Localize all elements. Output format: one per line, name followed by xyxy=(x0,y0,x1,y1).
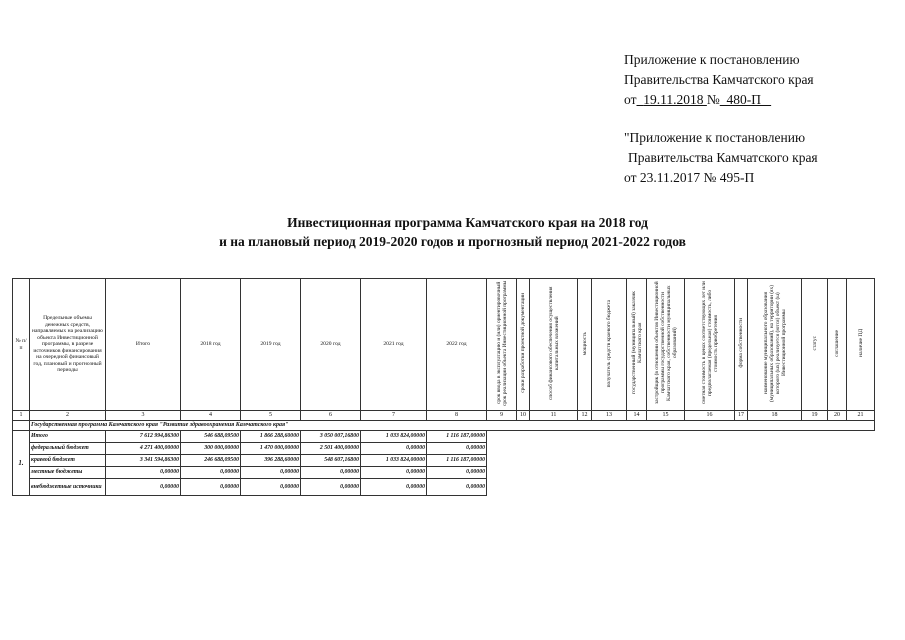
table-row xyxy=(13,431,875,443)
col-number: 9 xyxy=(487,411,517,421)
row-2020: 0,00000 xyxy=(301,479,361,496)
row-total: 0,00000 xyxy=(106,467,181,479)
col-number: 8 xyxy=(427,411,487,421)
program-row-blank xyxy=(13,421,30,431)
appendix-new-date: 19.11.2018 xyxy=(643,92,704,107)
col-number: 14 xyxy=(627,411,647,421)
row-empty xyxy=(487,467,875,479)
row-2019: 0,00000 xyxy=(241,467,301,479)
row-label: краевой бюджет xyxy=(30,455,106,467)
row-2022: 1 116 187,00000 xyxy=(427,431,487,443)
investment-table xyxy=(12,278,875,496)
row-2019: 1 470 000,00000 xyxy=(241,443,301,455)
header-limits: Предельные объемы денежных средств, направляемых на реализацию объекта Инвестиционной программы, в разрезе источников финансирования на очередной финансовый год, плановый и прогнозный периоды xyxy=(30,279,106,411)
row-2022: 1 116 187,00000 xyxy=(427,455,487,467)
header-financing-method: способ финансового обеспечения осуществления капитальных вложений xyxy=(530,279,578,411)
header-2022: 2022 год xyxy=(427,279,487,411)
row-label: местные бюджеты xyxy=(30,467,106,479)
title-line2: и на плановый период 2019-2020 годов и прогнозный период 2021-2022 годов xyxy=(219,234,686,249)
header-2021: 2021 год xyxy=(361,279,427,411)
table-row xyxy=(13,455,875,467)
row-2021: 1 033 824,00000 xyxy=(361,455,427,467)
header-agreement: соглашение xyxy=(828,279,847,411)
header-commission-date: срок ввода в эксплуатацию и (или) ориентировочный срок реализации объекта Инвестиционной программы xyxy=(487,279,517,411)
row-empty xyxy=(487,479,875,496)
col-number: 20 xyxy=(828,411,847,421)
header-2018: 2018 год xyxy=(181,279,241,411)
col-number: 5 xyxy=(241,411,301,421)
appendix-old-line3: от 23.11.2017 № 495-П xyxy=(624,170,755,185)
header-municipality: наименование муниципального образования (муниципальных образований), на территории (ях) которого (ых) реализуется (ются) объект (ы) Инвестиционной программы xyxy=(748,279,802,411)
row-2020: 548 607,16800 xyxy=(301,455,361,467)
row-2022: 0,00000 xyxy=(427,479,487,496)
col-number: 11 xyxy=(530,411,578,421)
table-row xyxy=(13,467,875,479)
col-number: 10 xyxy=(517,411,530,421)
appendix-old-line1: "Приложение к постановлению xyxy=(624,130,806,145)
col-number: 19 xyxy=(802,411,828,421)
col-number: 15 xyxy=(647,411,685,421)
header-status: статус xyxy=(802,279,828,411)
header-developer: застройщик (в отношении объектов Инвестиционной программы государственной собственности Камчатского края, собственности муниципальных образований) xyxy=(647,279,685,411)
header-estimated-cost: сметная стоимость в ценах соответствующих лет или предполагаемая (предельная) стоимость, либо стоимость приобретения xyxy=(685,279,735,411)
row-empty xyxy=(487,455,875,467)
row-total: 7 612 994,86300 xyxy=(106,431,181,443)
appendix-new-line2: Правительства Камчатского края xyxy=(624,72,814,87)
appendix-new-line3 xyxy=(624,90,814,110)
header-ownership: форма собственности xyxy=(735,279,748,411)
row-label: внебюджетные источники xyxy=(30,479,106,496)
row-2020: 2 501 400,00000 xyxy=(301,443,361,455)
row-2022: 0,00000 xyxy=(427,467,487,479)
row-2018: 246 688,09500 xyxy=(181,455,241,467)
appendix-old xyxy=(624,128,818,188)
row-2021: 1 033 824,00000 xyxy=(361,431,427,443)
appendix-new-prefix: от xyxy=(624,92,637,107)
row-2021: 0,00000 xyxy=(361,479,427,496)
row-2019: 396 288,60000 xyxy=(241,455,301,467)
table-row xyxy=(13,443,875,455)
row-label: федеральный бюджет xyxy=(30,443,106,455)
row-total: 3 341 594,86300 xyxy=(106,455,181,467)
col-number: 13 xyxy=(592,411,627,421)
row-2021: 0,00000 xyxy=(361,443,427,455)
row-2022: 0,00000 xyxy=(427,443,487,455)
row-total: 0,00000 xyxy=(106,479,181,496)
appendix-new-number: 480-П xyxy=(726,92,761,107)
row-label: Итого xyxy=(30,431,106,443)
row-2020: 0,00000 xyxy=(301,467,361,479)
header-capacity: мощность xyxy=(578,279,592,411)
col-number: 12 xyxy=(578,411,592,421)
row-2018: 300 000,00000 xyxy=(181,443,241,455)
col-number: 3 xyxy=(106,411,181,421)
col-number: 7 xyxy=(361,411,427,421)
appendix-old-line2: Правительства Камчатского края xyxy=(628,150,818,165)
row-2018: 0,00000 xyxy=(181,467,241,479)
row-2018: 546 688,09500 xyxy=(181,431,241,443)
header-design-docs: наличие ПД xyxy=(847,279,875,411)
header-num: № п/п xyxy=(13,279,30,411)
row-empty xyxy=(487,443,875,455)
row-2021: 0,00000 xyxy=(361,467,427,479)
column-number-row xyxy=(13,411,875,421)
header-row xyxy=(13,279,875,411)
appendix-new-num-sign: № xyxy=(706,92,720,107)
header-recipient: получатель средств краевого бюджета xyxy=(592,279,627,411)
col-number: 16 xyxy=(685,411,735,421)
header-2019: 2019 год xyxy=(241,279,301,411)
col-number: 18 xyxy=(748,411,802,421)
row-2019: 0,00000 xyxy=(241,479,301,496)
program-title: Государственная программа Камчатского края "Развитие здравоохранения Камчатского края" xyxy=(30,421,875,431)
col-number: 21 xyxy=(847,411,875,421)
appendix-new xyxy=(624,50,814,110)
document-title xyxy=(0,213,905,251)
row-2019: 1 866 288,60000 xyxy=(241,431,301,443)
row-2020: 3 050 007,16800 xyxy=(301,431,361,443)
row-empty xyxy=(487,431,875,443)
program-row xyxy=(13,421,875,431)
title-line1: Инвестиционная программа Камчатского края на 2018 год xyxy=(287,215,648,230)
row-number: 1. xyxy=(13,431,30,496)
col-number: 2 xyxy=(30,411,106,421)
col-number: 6 xyxy=(301,411,361,421)
header-2020: 2020 год xyxy=(301,279,361,411)
header-total: Итого xyxy=(106,279,181,411)
table-row xyxy=(13,479,875,496)
header-customer: государственный (муниципальный) заказчик Камчатского края xyxy=(627,279,647,411)
col-number: 1 xyxy=(13,411,30,421)
col-number: 17 xyxy=(735,411,748,421)
row-total: 4 271 400,00000 xyxy=(106,443,181,455)
row-2018: 0,00000 xyxy=(181,479,241,496)
appendix-new-line1: Приложение к постановлению xyxy=(624,52,800,67)
header-design-dates: сроки разработки проектной документации xyxy=(517,279,530,411)
col-number: 4 xyxy=(181,411,241,421)
